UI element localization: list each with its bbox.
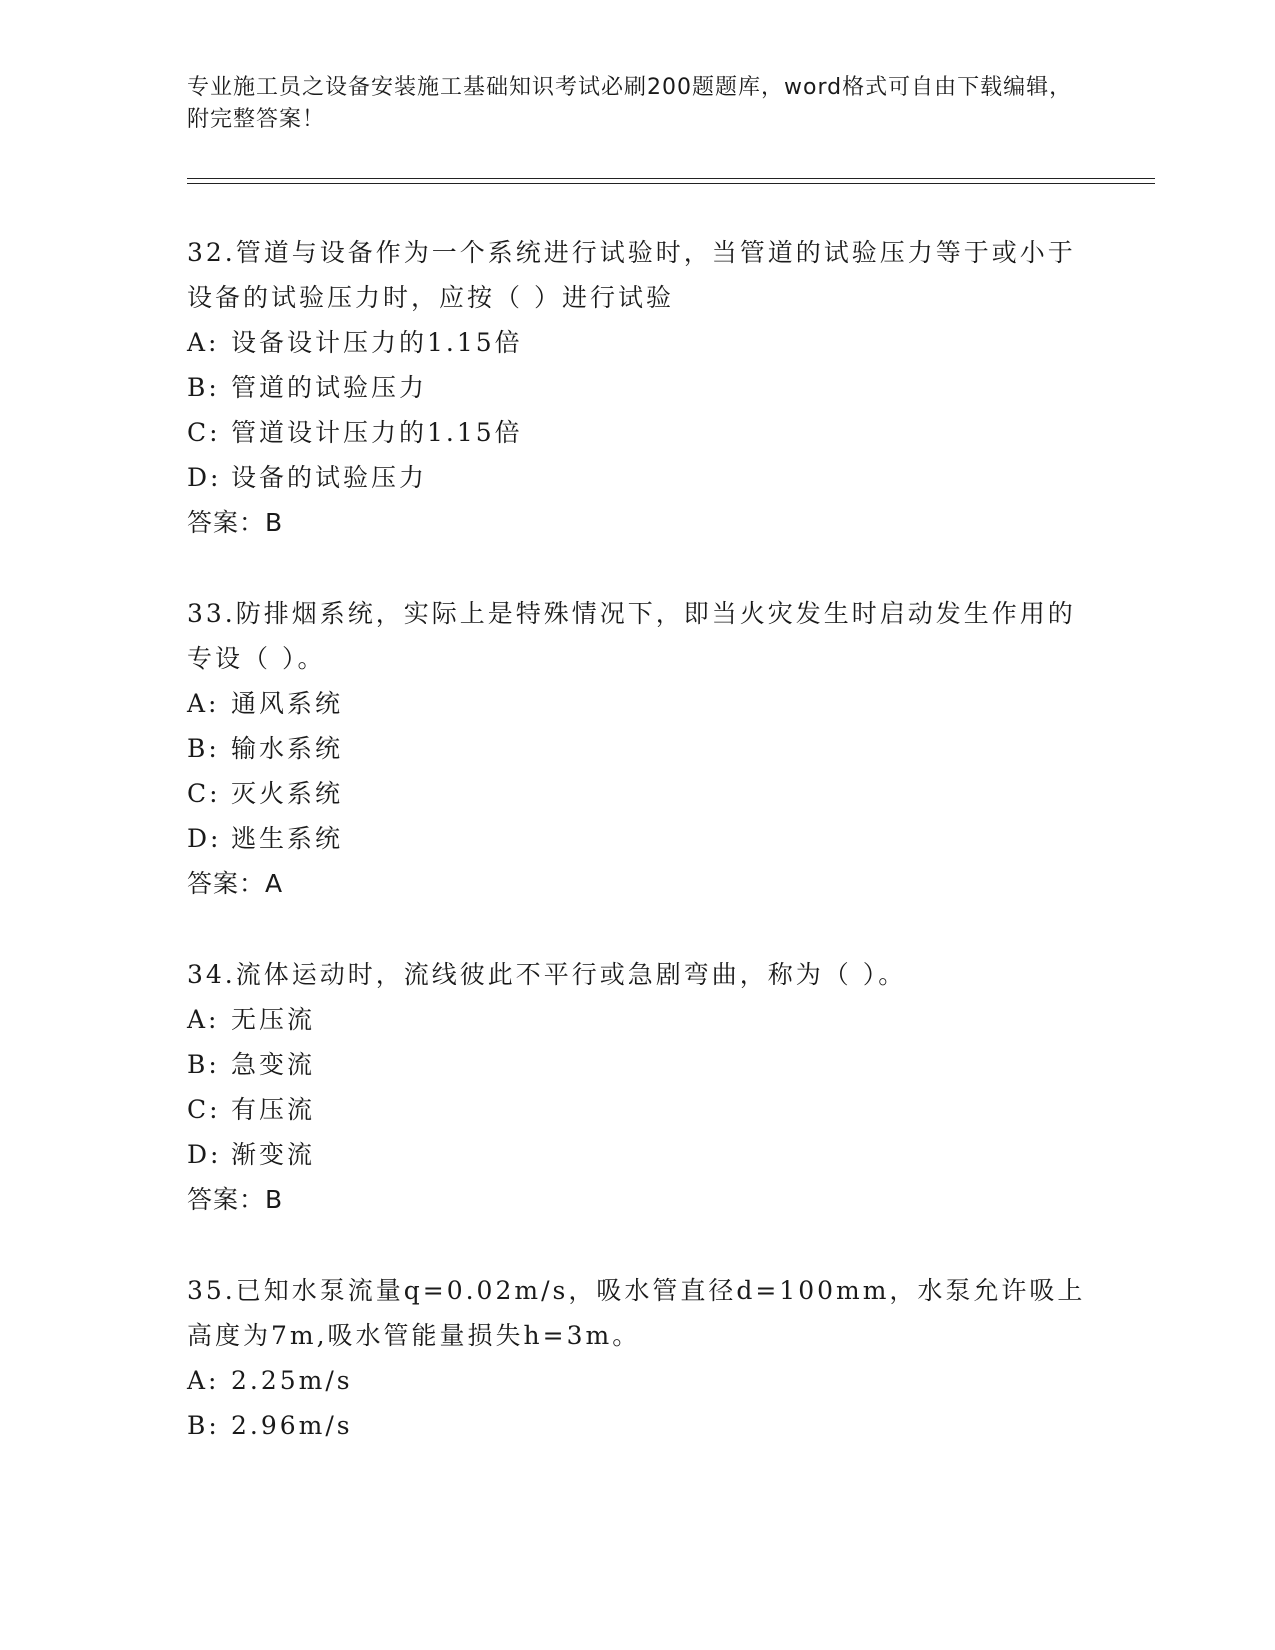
option-b <box>187 726 1087 771</box>
option-text: 无压流 <box>231 1005 316 1034</box>
option-d <box>187 816 1087 861</box>
option-key: C: <box>187 1095 221 1124</box>
question-stem: 35.已知水泵流量q=0.02m/s，吸水管直径d=100mm，水泵允许吸上高度为7m,吸水管能量损失h=3m。 <box>187 1276 1086 1350</box>
option-key: B: <box>187 1050 220 1079</box>
answer-line <box>187 1177 1087 1222</box>
option-key: D: <box>187 463 222 492</box>
header-divider-top <box>187 178 1155 179</box>
document-title: 专业施工员之设备安装施工基础知识考试必刷200题题库，word格式可自由下载编辑，附完整答案！ <box>187 75 1073 132</box>
answer-line <box>187 861 1087 906</box>
answer-label: 答案： <box>187 1185 266 1214</box>
question-32 <box>187 230 1087 545</box>
option-key: B: <box>187 734 220 763</box>
option-b <box>187 1042 1087 1087</box>
option-text: 渐变流 <box>231 1140 316 1169</box>
answer-label: 答案： <box>187 869 266 898</box>
option-text: 有压流 <box>231 1095 316 1124</box>
option-d <box>187 455 1087 500</box>
option-text: 急变流 <box>231 1050 316 1079</box>
option-text: 输水系统 <box>231 734 344 763</box>
option-text: 通风系统 <box>231 689 344 718</box>
option-text: 2.25m/s <box>231 1366 353 1395</box>
option-d <box>187 1132 1087 1177</box>
option-key: B: <box>187 1411 220 1440</box>
answer-line <box>187 500 1087 545</box>
option-b <box>187 365 1087 410</box>
option-key: A: <box>187 1005 220 1034</box>
question-stem: 33.防排烟系统，实际上是特殊情况下，即当火灾发生时启动发生作用的专设（ ）。 <box>187 599 1076 673</box>
header-divider-bottom <box>187 183 1155 184</box>
question-35 <box>187 1268 1087 1448</box>
option-text: 设备设计压力的1.15倍 <box>231 328 523 357</box>
option-key: C: <box>187 779 221 808</box>
question-list <box>187 230 1087 1494</box>
answer-value: B <box>265 1185 284 1214</box>
option-c <box>187 771 1087 816</box>
option-key: A: <box>187 1366 220 1395</box>
option-key: D: <box>187 1140 222 1169</box>
option-b <box>187 1403 1087 1448</box>
question-stem: 34.流体运动时，流线彼此不平行或急剧弯曲，称为（ ）。 <box>187 960 907 989</box>
option-text: 2.96m/s <box>231 1411 353 1440</box>
question-34 <box>187 952 1087 1222</box>
option-key: C: <box>187 418 221 447</box>
question-stem: 32.管道与设备作为一个系统进行试验时，当管道的试验压力等于或小于设备的试验压力时，应按（ ）进行试验 <box>187 238 1076 312</box>
option-key: B: <box>187 373 220 402</box>
document-header <box>187 72 1087 136</box>
answer-label: 答案： <box>187 508 266 537</box>
option-a <box>187 320 1087 365</box>
option-text: 灭火系统 <box>231 779 344 808</box>
answer-value: A <box>265 869 284 898</box>
option-a <box>187 997 1087 1042</box>
option-text: 管道设计压力的1.15倍 <box>231 418 523 447</box>
option-text: 逃生系统 <box>231 824 344 853</box>
option-c <box>187 1087 1087 1132</box>
option-text: 设备的试验压力 <box>231 463 428 492</box>
answer-value: B <box>265 508 284 537</box>
question-33 <box>187 591 1087 906</box>
option-key: D: <box>187 824 222 853</box>
option-a <box>187 681 1087 726</box>
option-key: A: <box>187 328 220 357</box>
option-text: 管道的试验压力 <box>231 373 428 402</box>
option-a <box>187 1358 1087 1403</box>
option-key: A: <box>187 689 220 718</box>
option-c <box>187 410 1087 455</box>
